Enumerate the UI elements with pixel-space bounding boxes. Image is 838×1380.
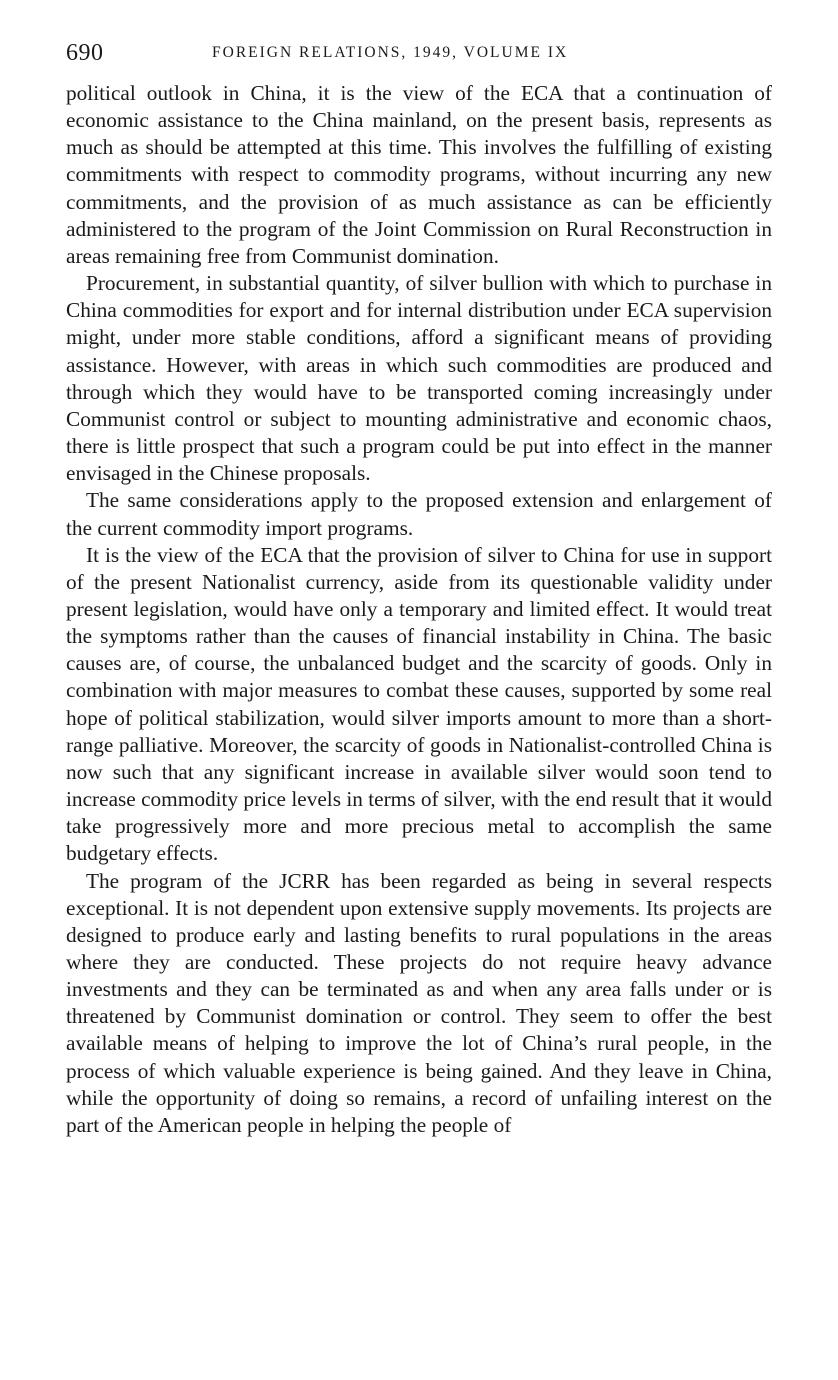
running-head — [66, 36, 772, 70]
paragraph-silver-procurement: Procurement, in substantial quantity, of silver bullion with which to purchase in China commodities for export and for internal distribution under ECA supervision might, under more stable conditions, afford a significant means of providing assistance. However, with areas in which such commodities are produced and through which they would have to be transported coming increasingly under Communist control or subject to mounting administrative and economic chaos, there is little prospect that such a program could be put into effect in the manner envisaged in the Chinese proposals. — [66, 271, 772, 486]
paragraph-continuation: political outlook in China, it is the view of the ECA that a continuation of economic assistance to the China mainland, on the present basis, represents as much as should be attempted at this time. This involves the fulfilling of existing commitments with respect to commodity programs, without incurring any new commitments, and the provision of as much assistance as can be efficiently administered to the program of the Joint Commission on Rural Reconstruction in areas remaining free from Communist domination. — [66, 81, 772, 268]
document-page — [66, 36, 772, 1139]
running-title: FOREIGN RELATIONS, 1949, VOLUME IX — [212, 44, 569, 61]
page-number: 690 — [66, 40, 104, 66]
paragraph-jcrr-program: The program of the JCRR has been regarded as being in several respects exceptional. It is not dependent upon extensive supply movements. Its projects are designed to produce early and lasting benefits to rural populations in the areas where they are conducted. These projects do not require heavy advance investments and they can be terminated as and when any area falls under or is threatened by Communist domination or control. They seem to offer the best available means of helping to improve the lot of China’s rural people, in the process of which valuable experience is being gained. And they leave in China, while the opportunity of doing so remains, a record of unfailing interest on the part of the American people in helping the people of — [66, 868, 772, 1137]
body-text — [66, 80, 772, 1139]
paragraph-commodity-programs: The same considerations apply to the proposed extension and enlargement of the current commodity import programs. — [66, 488, 772, 540]
paragraph-currency-support: It is the view of the ECA that the provision of silver to China for use in support of the present Nationalist currency, aside from its questionable validity under present legislation, would have only a temporary and limited effect. It would treat the symptoms rather than the causes of financial instability in China. The basic causes are, of course, the unbalanced budget and the scarcity of goods. Only in combination with major measures to combat these causes, supported by some real hope of political stabilization, would silver imports amount to more than a short-range palliative. Moreover, the scarcity of goods in Nationalist-controlled China is now such that any significant increase in available silver would soon tend to increase commodity price levels in terms of silver, with the end result that it would take progressively more and more precious metal to accomplish the same budgetary effects. — [66, 542, 772, 866]
